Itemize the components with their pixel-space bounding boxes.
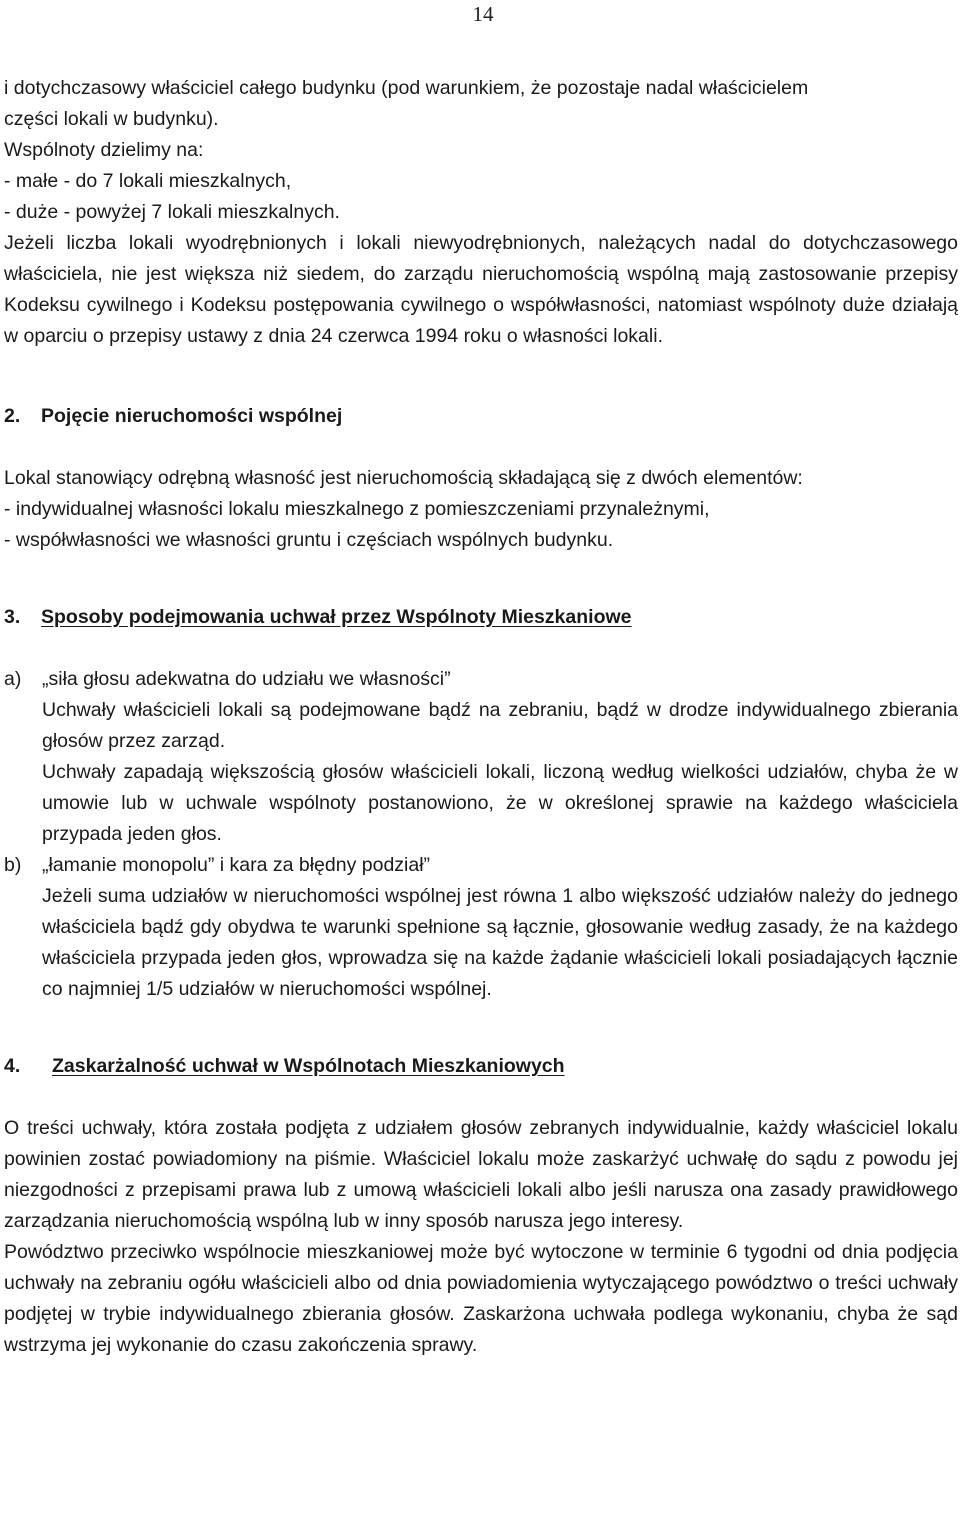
list-item	[4, 664, 958, 850]
section-number: 4.	[4, 1055, 21, 1077]
list-item-title: „łamanie monopolu” i kara za błędny podział”	[42, 854, 431, 876]
section-title: Pojęcie nieruchomości wspólnej	[41, 405, 343, 427]
list-marker: b)	[4, 854, 22, 876]
list-marker: a)	[4, 668, 22, 690]
page-number: 14	[472, 2, 494, 26]
section-title: Zaskarżalność uchwał w Wspólnotach Mieszkaniowych	[52, 1055, 565, 1077]
list-item	[4, 850, 958, 1005]
section-number: 2.	[4, 405, 21, 427]
section-title: Sposoby podejmowania uchwał przez Wspólnoty Mieszkaniowe	[41, 606, 632, 628]
section-2-line: - współwłasności we własności gruntu i częściach wspólnych budynku.	[4, 529, 614, 551]
list-item-title: „siła głosu adekwatna do udziału we własności”	[42, 668, 451, 690]
list-item-paragraph: Uchwały właścicieli lokali są podejmowane bądź na zebraniu, bądź w drodze indywidualnego zbierania głosów przez zarząd.	[42, 699, 958, 752]
section-3-heading	[4, 602, 958, 633]
section-number: 3.	[4, 606, 21, 628]
section-2-line: Lokal stanowiący odrębną własność jest nieruchomością składającą się z dwóch elementów:	[4, 467, 803, 489]
intro-line: - małe - do 7 lokali mieszkalnych,	[4, 170, 292, 192]
intro-line: - duże - powyżej 7 lokali mieszkalnych.	[4, 201, 340, 223]
list-item-paragraph: Jeżeli suma udziałów w nieruchomości wspólnej jest równa 1 albo większość udziałów należy do jednego właściciela bądź gdy obydwa te warunki spełnione są łącznie, głosowanie według zasady, że na każdego właściciela przypada jeden głos, wprowadza się na każde żądanie właścicieli lokali posiadających łącznie co najmniej 1/5 udziałów w nieruchomości wspólnej.	[42, 885, 958, 1000]
section-2-heading	[4, 401, 958, 432]
section-4-heading	[4, 1051, 958, 1082]
intro-paragraph: Jeżeli liczba lokali wyodrębnionych i lokali niewyodrębnionych, należących nadal do dotychczasowego właściciela, nie jest większa niż siedem, do zarządu nieruchomością wspólną mają zastosowanie przepisy Kodeksu cywilnego i Kodeksu postępowania cywilnego o współwłasności, natomiast wspólnoty duże działają w oparciu o przepisy ustawy z dnia 24 czerwca 1994 roku o własności lokali.	[4, 232, 958, 347]
section-4-paragraph: O treści uchwały, która została podjęta z udziałem głosów zebranych indywidualnie, każdy właściciel lokalu powinien zostać powiadomiony na piśmie. Właściciel lokalu może zaskarżyć uchwałę do sądu z powodu jej niezgodności z przepisami prawa lub z umową właścicieli lokali albo jeśli narusza ona zasady prawidłowego zarządzania nieruchomością wspólną lub w inny sposób narusza jego interesy.	[4, 1117, 958, 1232]
page-content	[4, 73, 958, 1361]
section-4-paragraph: Powództwo przeciwko wspólnocie mieszkaniowej może być wytoczone w terminie 6 tygodni od dnia podjęcia uchwały na zebraniu ogółu właścicieli albo od dnia powiadomienia wytyczającego powództwo o treści uchwały podjętej w trybie indywidualnego zbierania głosów. Zaskarżona uchwała podlega wykonaniu, chyba że sąd wstrzyma jej wykonanie do czasu zakończenia sprawy.	[4, 1241, 958, 1356]
section-2-line: - indywidualnej własności lokalu mieszkalnego z pomieszczeniami przynależnymi,	[4, 498, 710, 520]
intro-line: i dotychczasowy właściciel całego budynku (pod warunkiem, że pozostaje nadal właścicielem	[4, 77, 809, 99]
list-item-paragraph: Uchwały zapadają większością głosów właścicieli lokali, liczoną według wielkości udziałów, chyba że w umowie lub w uchwale wspólnoty postanowiono, że w określonej sprawie na każdego właściciela przypada jeden głos.	[42, 761, 958, 845]
intro-line: części lokali w budynku).	[4, 108, 219, 130]
intro-line: Wspólnoty dzielimy na:	[4, 139, 204, 161]
